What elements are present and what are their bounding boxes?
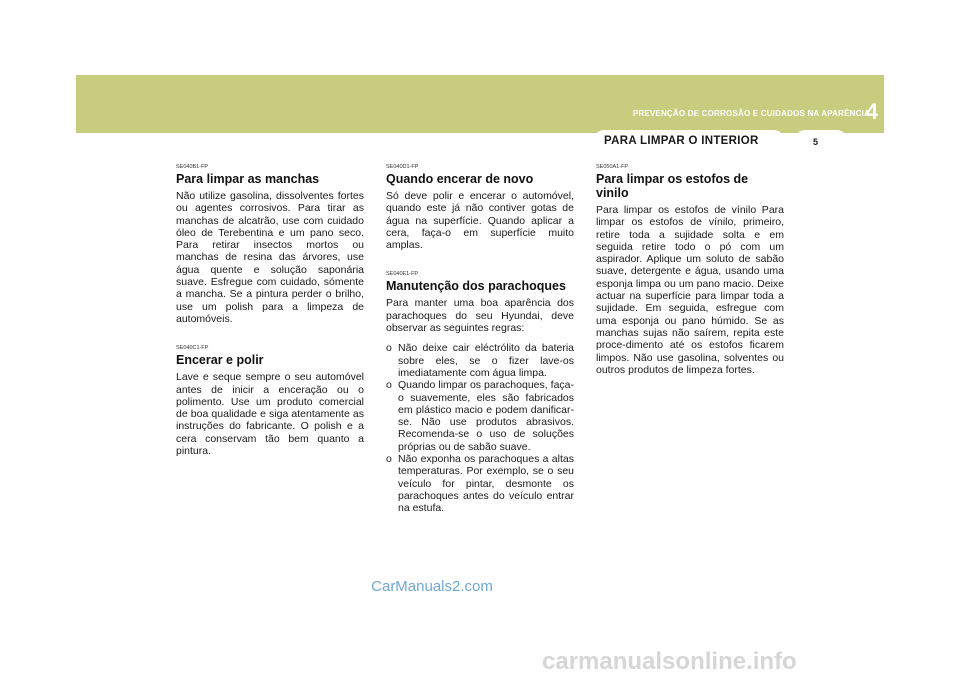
- section-code: SE050A1-FP: [596, 164, 629, 170]
- section-heading: Para limpar as manchas: [176, 172, 320, 186]
- bumper-rules-list: [386, 342, 574, 514]
- chapter-title: PREVENÇÃO DE CORROSÃO E CUIDADOS NA APARÊNCIA: [632, 109, 870, 118]
- section-body: Para limpar os estofos de vínilo Para limpar os estofos de vínilo, primeiro, retire toda a sujidade solta e em seguida retire todo o pó com um aspirador. Aplique um soluto de sabão suave, detergente e água, usando uma esponja limpa ou um pano macio. Deixe actuar na superfície para limpar toda a sujidade. Em seguida, esfregue com uma esponja ou pano húmido. Se as manchas sujas não saírem, repita este proce-dimento até os estofos ficarem limpos. Não use gasolina, solventes ou outros produtos de limpeza fortes.: [596, 204, 784, 376]
- section-bumpers: [386, 271, 574, 514]
- list-item: [386, 379, 574, 453]
- list-item-text: Não deixe cair eléctrólito da bateria sobre eles, se o fizer lave-os imediatamente com água limpa.: [398, 342, 574, 379]
- section-heading: Manutenção dos parachoques: [386, 279, 566, 294]
- list-item: [386, 453, 574, 514]
- section-rewax: [386, 164, 574, 251]
- list-item-text: Não exponha os parachoques a altas temperaturas. Por exemplo, se o seu veículo for pintar, desmonte os parachoques antes do veículo entrar na estufa.: [398, 453, 574, 515]
- section-tab-label: PARA LIMPAR O INTERIOR: [604, 135, 759, 147]
- section-waxing: [176, 345, 364, 457]
- section-heading: Quando encerar de novo: [386, 172, 534, 186]
- list-item-text: Quando limpar os parachoques, faça-o suavemente, eles são fabricados em plástico macio e podem danificar-se. Não use produtos abrasivos. Recomenda-se o uso de soluções próprias ou de sabão suave.: [398, 379, 574, 453]
- column-middle: [386, 164, 574, 535]
- section-body: Para manter uma boa aparência dos parachoques do seu Hyundai, deve observar as seguintes regras:: [386, 297, 574, 335]
- column-left: [176, 164, 364, 477]
- chapter-number: 4: [865, 99, 878, 124]
- section-body: Só deve polir e encerar o automóvel, quando este já não contiver gotas de água na superfície. Quando aplicar a cera, faça-o em superfície muito amplas.: [386, 190, 574, 252]
- section-heading: Encerar e polir: [176, 353, 264, 368]
- column-right: [596, 164, 784, 396]
- section-body: Não utilize gasolina, dissolventes fortes ou agentes corrosivos. Para tirar as manchas de alcatrão, use com cuidado óleo de Terebentina e um pano seco. Para retirar insectos mortos ou manchas de resina das árvores, use água quente e solução saponária suave. Esfregue com cuidado, sómente a mancha. Se a pintura perder o brilho, use um polish para a limpeza de automóveis.: [176, 190, 364, 325]
- section-vinyl: [596, 164, 784, 376]
- section-code: SE040D1-FP: [386, 164, 419, 170]
- list-bullet: o: [386, 453, 392, 466]
- section-code: SE040B1-FP: [176, 164, 209, 170]
- list-bullet: o: [386, 342, 392, 355]
- section-heading: Para limpar os estofos de vinilo: [596, 172, 749, 200]
- list-bullet: o: [386, 379, 392, 392]
- section-code: SE040C1-FP: [176, 345, 209, 352]
- header-band: [76, 75, 884, 133]
- section-code: SE040E1-FP: [386, 271, 419, 278]
- page-number-tab: [795, 130, 847, 152]
- section-stains: [176, 164, 364, 325]
- watermark-carmanuals2: CarManuals2.com: [371, 578, 493, 595]
- list-item: [386, 342, 574, 379]
- page-number: 5: [813, 137, 819, 147]
- watermark-carmanualsonline: carmanualsonline.info: [542, 648, 797, 675]
- section-body: Lave e seque sempre o seu automóvel antes de inicir a enceração ou o polimento. Use um produto comercial de boa qualidade e siga atentamente as instruções do fabricante. O polish e a cera conservam tão bem quanto a pintura.: [176, 371, 364, 458]
